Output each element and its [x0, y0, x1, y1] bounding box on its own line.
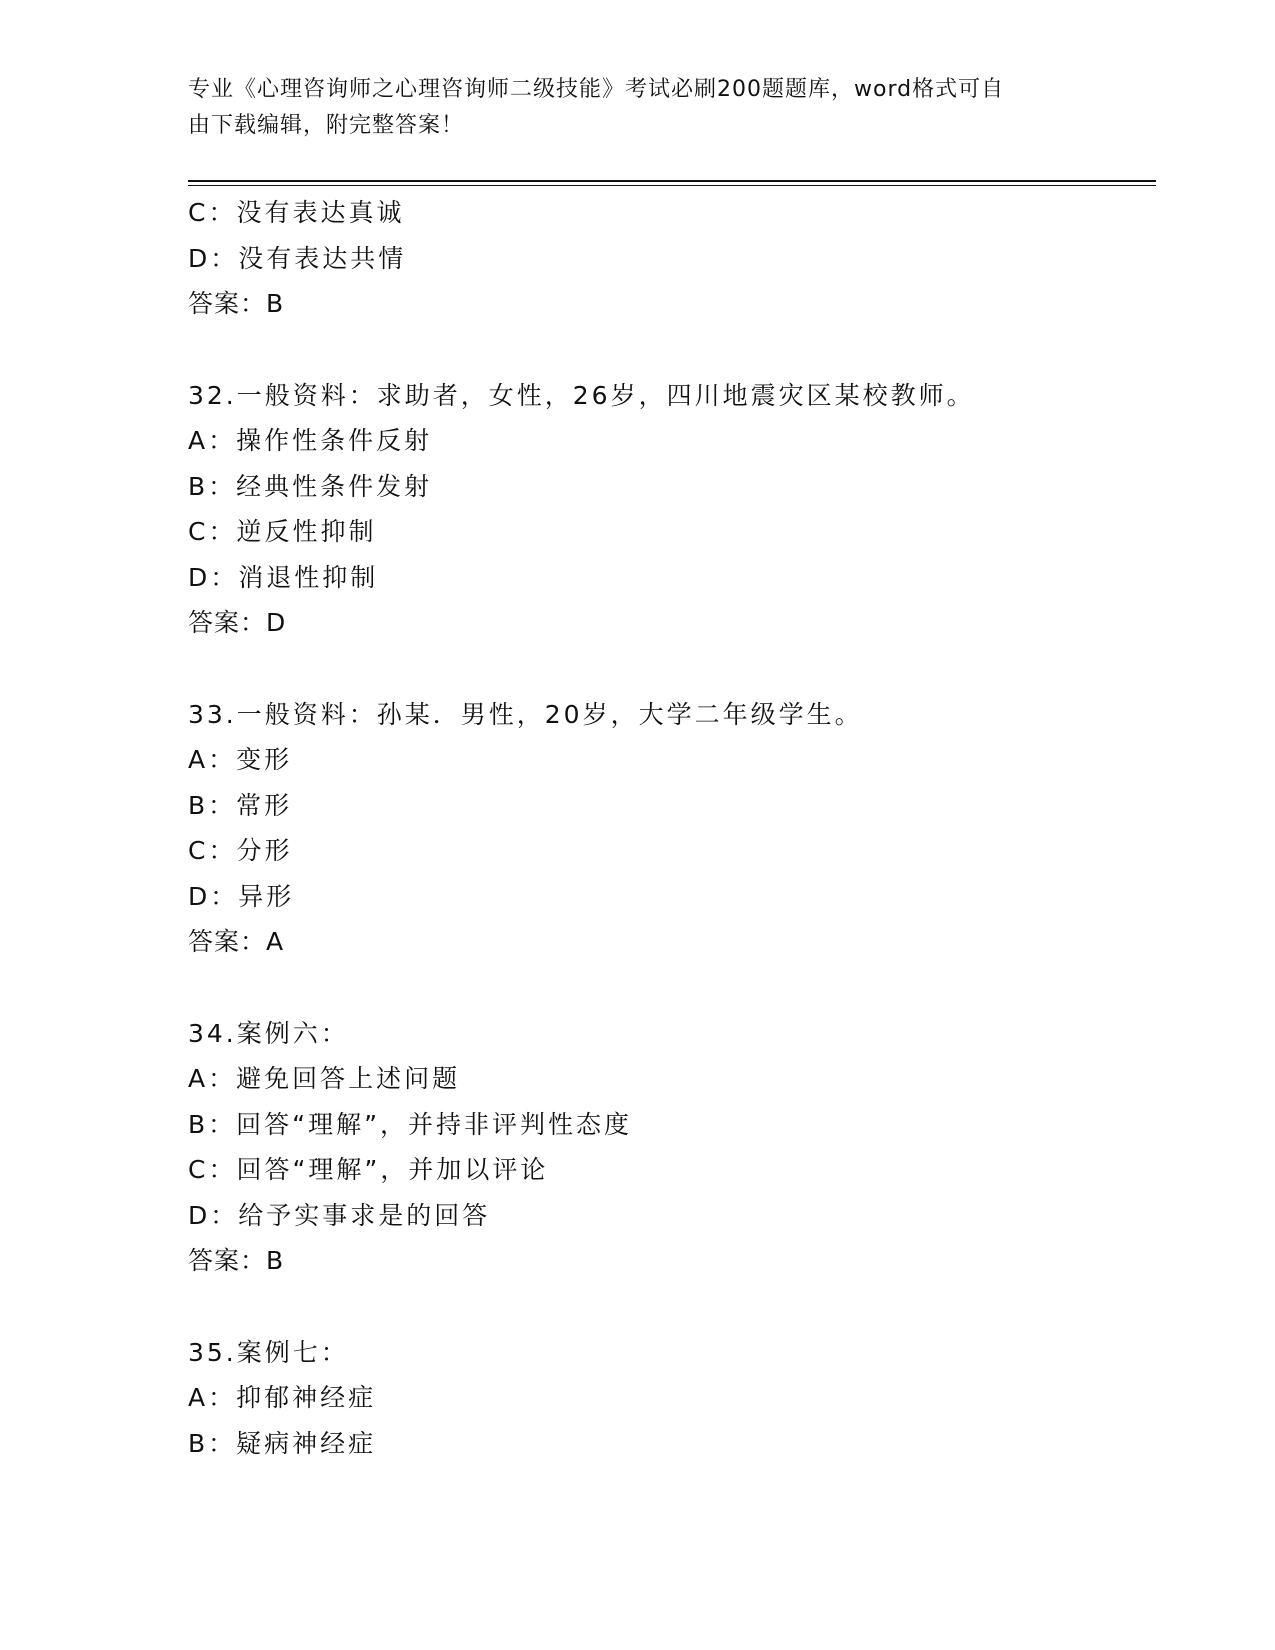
question-33: 33.一般资料：孙某．男性，20岁，大学二年级学生。 — [188, 699, 863, 729]
spacer — [188, 646, 1156, 692]
question-32: 32.一般资料：求助者，女性，26岁，四川地震灾区某校教师。 — [188, 380, 975, 410]
answer-line: 答案：D — [188, 608, 287, 637]
header-line-1: 专业《心理咨询师之心理咨询师二级技能》考试必刷200题题库，word格式可自 — [188, 77, 1005, 102]
option-c: C：逆反性抑制 — [188, 517, 377, 546]
option-a: A：操作性条件反射 — [188, 426, 433, 455]
option-d: D：消退性抑制 — [188, 562, 379, 592]
option-a: A：变形 — [188, 745, 293, 774]
option-c: C：分形 — [188, 836, 293, 865]
document-header — [188, 72, 1068, 144]
spacer — [188, 1284, 1156, 1330]
option-b: B：疑病神经症 — [188, 1428, 377, 1458]
option-b: B：经典性条件发射 — [188, 471, 433, 501]
option-a: A：避免回答上述问题 — [188, 1064, 461, 1093]
option-d: D：异形 — [188, 881, 295, 911]
answer-line: 答案：B — [188, 289, 285, 318]
answer-line: 答案：A — [188, 927, 285, 956]
answer-line: 答案：B — [188, 1246, 285, 1275]
header-line-2: 由下载编辑，附完整答案！ — [188, 113, 465, 138]
header-divider-thin — [188, 185, 1156, 186]
question-35: 35.案例七： — [188, 1337, 349, 1367]
header-divider-thick — [188, 180, 1156, 182]
option-c: C：没有表达真诚 — [188, 198, 405, 227]
option-d: D：给予实事求是的回答 — [188, 1200, 491, 1230]
option-b: B：回答“理解”，并持非评判性态度 — [188, 1109, 633, 1139]
question-34: 34.案例六： — [188, 1018, 349, 1048]
option-c: C：回答“理解”，并加以评论 — [188, 1155, 549, 1184]
option-b: B：常形 — [188, 790, 293, 820]
option-d: D：没有表达共情 — [188, 243, 407, 273]
question-list — [188, 190, 1156, 1466]
spacer — [188, 965, 1156, 1011]
option-a: A：抑郁神经症 — [188, 1383, 377, 1412]
spacer — [188, 327, 1156, 373]
